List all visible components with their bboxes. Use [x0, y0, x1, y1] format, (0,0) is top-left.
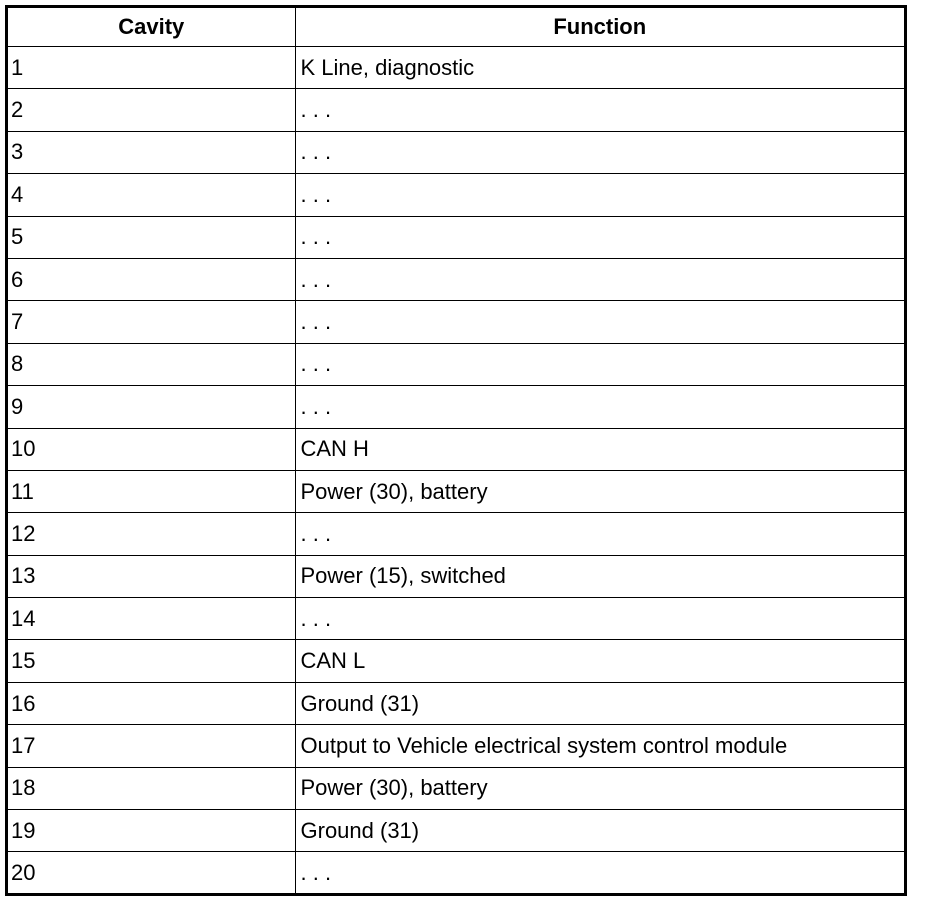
function-cell: Output to Vehicle electrical system control module [295, 725, 904, 767]
cavity-cell: 4 [8, 174, 295, 216]
table-row [8, 301, 904, 343]
function-cell: . . . [295, 513, 904, 555]
cavity-cell: 11 [8, 470, 295, 512]
cavity-cell: 16 [8, 682, 295, 724]
function-cell: Ground (31) [295, 810, 904, 852]
column-header-function: Function [295, 8, 904, 47]
function-cell: . . . [295, 852, 904, 894]
cavity-cell: 12 [8, 513, 295, 555]
cavity-cell: 20 [8, 852, 295, 894]
function-cell: Ground (31) [295, 682, 904, 724]
table-header [8, 8, 904, 47]
function-cell: CAN L [295, 640, 904, 682]
cavity-cell: 17 [8, 725, 295, 767]
table-row [8, 258, 904, 300]
cavity-cell: 6 [8, 258, 295, 300]
function-cell: Power (15), switched [295, 555, 904, 597]
function-cell: . . . [295, 216, 904, 258]
function-cell: CAN H [295, 428, 904, 470]
cavity-cell: 5 [8, 216, 295, 258]
cavity-cell: 3 [8, 131, 295, 173]
function-cell: . . . [295, 598, 904, 640]
cavity-cell: 7 [8, 301, 295, 343]
function-cell: . . . [295, 131, 904, 173]
cavity-cell: 15 [8, 640, 295, 682]
table-row [8, 767, 904, 809]
table-row [8, 640, 904, 682]
table-row [8, 174, 904, 216]
table-row [8, 131, 904, 173]
table-row [8, 555, 904, 597]
table-row [8, 470, 904, 512]
table-row [8, 428, 904, 470]
table-row [8, 216, 904, 258]
function-cell: . . . [295, 386, 904, 428]
cavity-cell: 14 [8, 598, 295, 640]
function-cell: . . . [295, 301, 904, 343]
table-row [8, 386, 904, 428]
function-cell: . . . [295, 343, 904, 385]
table-row [8, 682, 904, 724]
table-row [8, 513, 904, 555]
table-row [8, 47, 904, 89]
column-header-cavity: Cavity [8, 8, 295, 47]
cavity-cell: 13 [8, 555, 295, 597]
function-cell: Power (30), battery [295, 470, 904, 512]
cavity-cell: 8 [8, 343, 295, 385]
table-row [8, 725, 904, 767]
cavity-cell: 2 [8, 89, 295, 131]
function-cell: Power (30), battery [295, 767, 904, 809]
function-cell: K Line, diagnostic [295, 47, 904, 89]
function-cell: . . . [295, 174, 904, 216]
cavity-function-table-frame [5, 5, 907, 896]
table-row [8, 810, 904, 852]
table-row [8, 89, 904, 131]
table-row [8, 598, 904, 640]
table-row [8, 343, 904, 385]
function-cell: . . . [295, 89, 904, 131]
cavity-cell: 19 [8, 810, 295, 852]
table-row [8, 852, 904, 894]
table-body [8, 47, 904, 895]
cavity-cell: 1 [8, 47, 295, 89]
cavity-function-table [8, 8, 904, 894]
function-cell: . . . [295, 258, 904, 300]
cavity-cell: 9 [8, 386, 295, 428]
cavity-cell: 10 [8, 428, 295, 470]
header-row [8, 8, 904, 47]
cavity-cell: 18 [8, 767, 295, 809]
